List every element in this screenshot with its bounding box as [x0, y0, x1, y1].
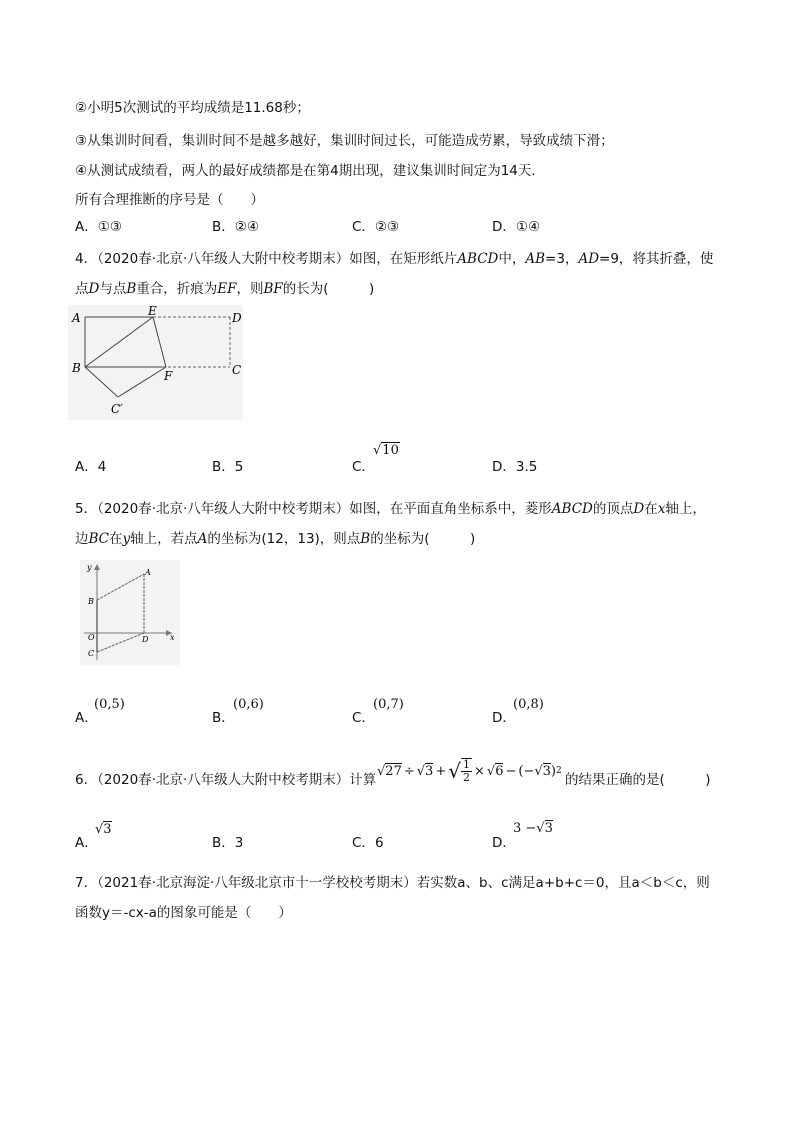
option-label: D．: [492, 459, 516, 475]
option-label: D．: [492, 710, 516, 726]
q5-text: 轴上，若点: [130, 531, 198, 547]
radical-sign: √: [536, 821, 545, 836]
q5-text: 如图，在平面直角坐标系中，菱形: [349, 501, 552, 517]
option-label: B．: [212, 459, 235, 475]
radicand: 27: [385, 764, 402, 779]
q6-option-a-sqrt: [95, 822, 112, 837]
q5-text: 在: [644, 501, 658, 517]
q7-number: 7．: [75, 875, 98, 891]
option-label: B．: [212, 710, 235, 726]
operator: +: [435, 763, 447, 779]
denominator: 2: [462, 771, 470, 784]
q4-text: 的长为( ): [282, 281, 375, 297]
option-value: 4: [97, 459, 107, 475]
radicand: 3: [542, 764, 551, 779]
q6-suffix: 的结果正确的是( ): [565, 772, 711, 788]
q3-option-c: C．②③: [352, 219, 400, 235]
q4-option-d: [492, 457, 537, 477]
option-label: C．: [352, 710, 375, 726]
radicand: 3: [103, 822, 112, 837]
radicand: 6: [495, 764, 504, 779]
q4-text: =9，将其折叠，使: [599, 251, 714, 267]
option-label: A．: [75, 459, 98, 475]
q4-text: 中，: [498, 251, 526, 267]
q6-expression: [377, 758, 562, 784]
q5-var: BC: [88, 531, 110, 547]
radicand: 3: [544, 821, 553, 836]
q5-number: 5．: [75, 501, 98, 517]
option-label: B．: [212, 835, 235, 851]
q5-line-1: [75, 499, 706, 519]
q4-option-c-sqrt: [373, 443, 400, 458]
q6-number: 6．: [75, 772, 98, 788]
q5-var: A: [197, 531, 208, 547]
radical-sign: √: [534, 763, 543, 779]
q4-var: D: [88, 281, 100, 297]
q4-var: ABCD: [457, 251, 499, 267]
q5-text: 的坐标为(12，13)，则点: [207, 531, 361, 547]
q4-text: 与点: [99, 281, 127, 297]
q5-option-c: [352, 708, 375, 728]
q3-statement-3: ③从集训时间看，集训时间不是越多越好，集训时间过长，可能造成劳累，导致成绩下滑；: [75, 133, 614, 149]
q4-text: 重合，折痕为: [136, 281, 218, 297]
q7-line-2: 函数y＝-cx-a的图象可能是（ ）: [75, 905, 292, 921]
operator: ÷: [403, 763, 415, 779]
q5-var: D: [633, 501, 645, 517]
option-label: C．: [352, 835, 375, 851]
option-value: 3 −: [513, 821, 537, 836]
q6-option-d-value: [513, 821, 553, 836]
q5-line-2: [75, 529, 475, 549]
q5-text: 的顶点: [592, 501, 634, 517]
q7-line-1: [75, 873, 710, 893]
q6-option-b: [212, 833, 243, 853]
label-x: x: [170, 633, 175, 642]
label-O: O: [88, 633, 95, 642]
label-E: E: [148, 305, 157, 318]
paren: (−: [518, 763, 535, 779]
q3-statement-2: ②小明5次测试的平均成绩是11.68秒；: [75, 100, 310, 116]
option-value: 5: [234, 459, 244, 475]
q5-source: （2020春·北京·八年级人大附中校考期末）: [97, 501, 350, 517]
label-B: B: [72, 361, 81, 375]
operator: ×: [473, 763, 485, 779]
operator: −: [505, 763, 517, 779]
q4-folding-figure: [68, 305, 243, 420]
numerator: 1: [462, 758, 470, 771]
radicand: 10: [382, 443, 399, 458]
q5-option-a-value: (0,5): [94, 697, 125, 712]
radical-sign: √: [416, 763, 426, 779]
q4-option-a: [75, 457, 106, 477]
option-value: 6: [374, 835, 384, 851]
q4-line-1: [75, 249, 713, 269]
q6-source: （2020春·北京·八年级人大附中校考期末）计算: [97, 772, 377, 788]
q5-var: B: [360, 531, 371, 547]
exponent: 2: [556, 766, 562, 776]
q3-option-b: B．②④: [212, 219, 259, 235]
q5-option-c-value: (0,7): [373, 697, 404, 712]
q4-number: 4．: [75, 251, 98, 267]
label-A: A: [145, 568, 151, 577]
option-value: 3: [234, 835, 244, 851]
q4-var: AB: [525, 251, 546, 267]
radicand: 3: [425, 764, 434, 779]
radical-sign: √: [373, 443, 382, 458]
q4-var: B: [126, 281, 137, 297]
q4-text: 如图，在矩形纸片: [349, 251, 458, 267]
option-value: 3.5: [515, 459, 538, 475]
paren: ): [550, 763, 556, 779]
option-label: C．: [352, 459, 375, 475]
fraction: [461, 758, 472, 784]
radical-sign: √: [448, 759, 461, 783]
q4-text: 点: [75, 281, 89, 297]
option-label: A．: [75, 710, 98, 726]
q5-text: 边: [75, 531, 89, 547]
q3-option-a: A．①③: [75, 219, 122, 235]
label-F: F: [164, 369, 173, 383]
q5-text: 轴上，: [665, 501, 706, 517]
q5-rhombus-figure: [80, 560, 180, 665]
q5-var: ABCD: [551, 501, 593, 517]
label-C: C: [232, 363, 242, 377]
label-A: A: [72, 311, 81, 325]
radical-sign: √: [486, 763, 496, 779]
q4-var: AD: [578, 251, 600, 267]
q5-option-d-value: (0,8): [513, 697, 544, 712]
radical-sign: √: [95, 822, 104, 837]
label-B: B: [88, 597, 94, 606]
q4-line-2: [75, 279, 374, 299]
q5-text: 在: [109, 531, 123, 547]
option-label: D．: [492, 835, 516, 851]
q7-text: （2021春·北京海淀·八年级北京市十一学校校考期末）若实数a、b、c满足a+b+c＝0，且a＜b＜c，则: [97, 875, 710, 891]
q6-option-d: [492, 833, 516, 853]
q3-option-d: D．①④: [492, 219, 541, 235]
q4-option-c: [352, 457, 375, 477]
q6-option-c: [352, 833, 384, 853]
q6-line: [75, 770, 376, 790]
q5-var: y: [122, 531, 131, 547]
option-label: A．: [75, 835, 98, 851]
q4-var: EF: [217, 281, 237, 297]
q3-prompt: 所有合理推断的序号是（ ）: [75, 192, 264, 208]
figure-background: [80, 560, 180, 665]
figure-background: [68, 305, 243, 420]
q5-option-b-value: (0,6): [233, 697, 264, 712]
q5-var: x: [657, 501, 666, 517]
radical-sign: √: [377, 763, 386, 779]
label-D: D: [232, 311, 242, 325]
q5-text: 的坐标为( ): [370, 531, 476, 547]
q4-source: （2020春·北京·八年级人大附中校考期末）: [97, 251, 350, 267]
q5-option-b: [212, 708, 235, 728]
q4-var: BF: [263, 281, 283, 297]
label-y: y: [87, 563, 92, 572]
label-D: D: [142, 635, 149, 644]
q4-text: ，则: [236, 281, 264, 297]
q3-statement-4: ④从测试成绩看，两人的最好成绩都是在第4期出现，建议集训时间定为14天.: [75, 163, 536, 179]
q4-option-b: [212, 457, 243, 477]
label-C-prime: C′: [111, 402, 123, 416]
label-C: C: [88, 649, 95, 658]
q4-text: =3，: [545, 251, 579, 267]
